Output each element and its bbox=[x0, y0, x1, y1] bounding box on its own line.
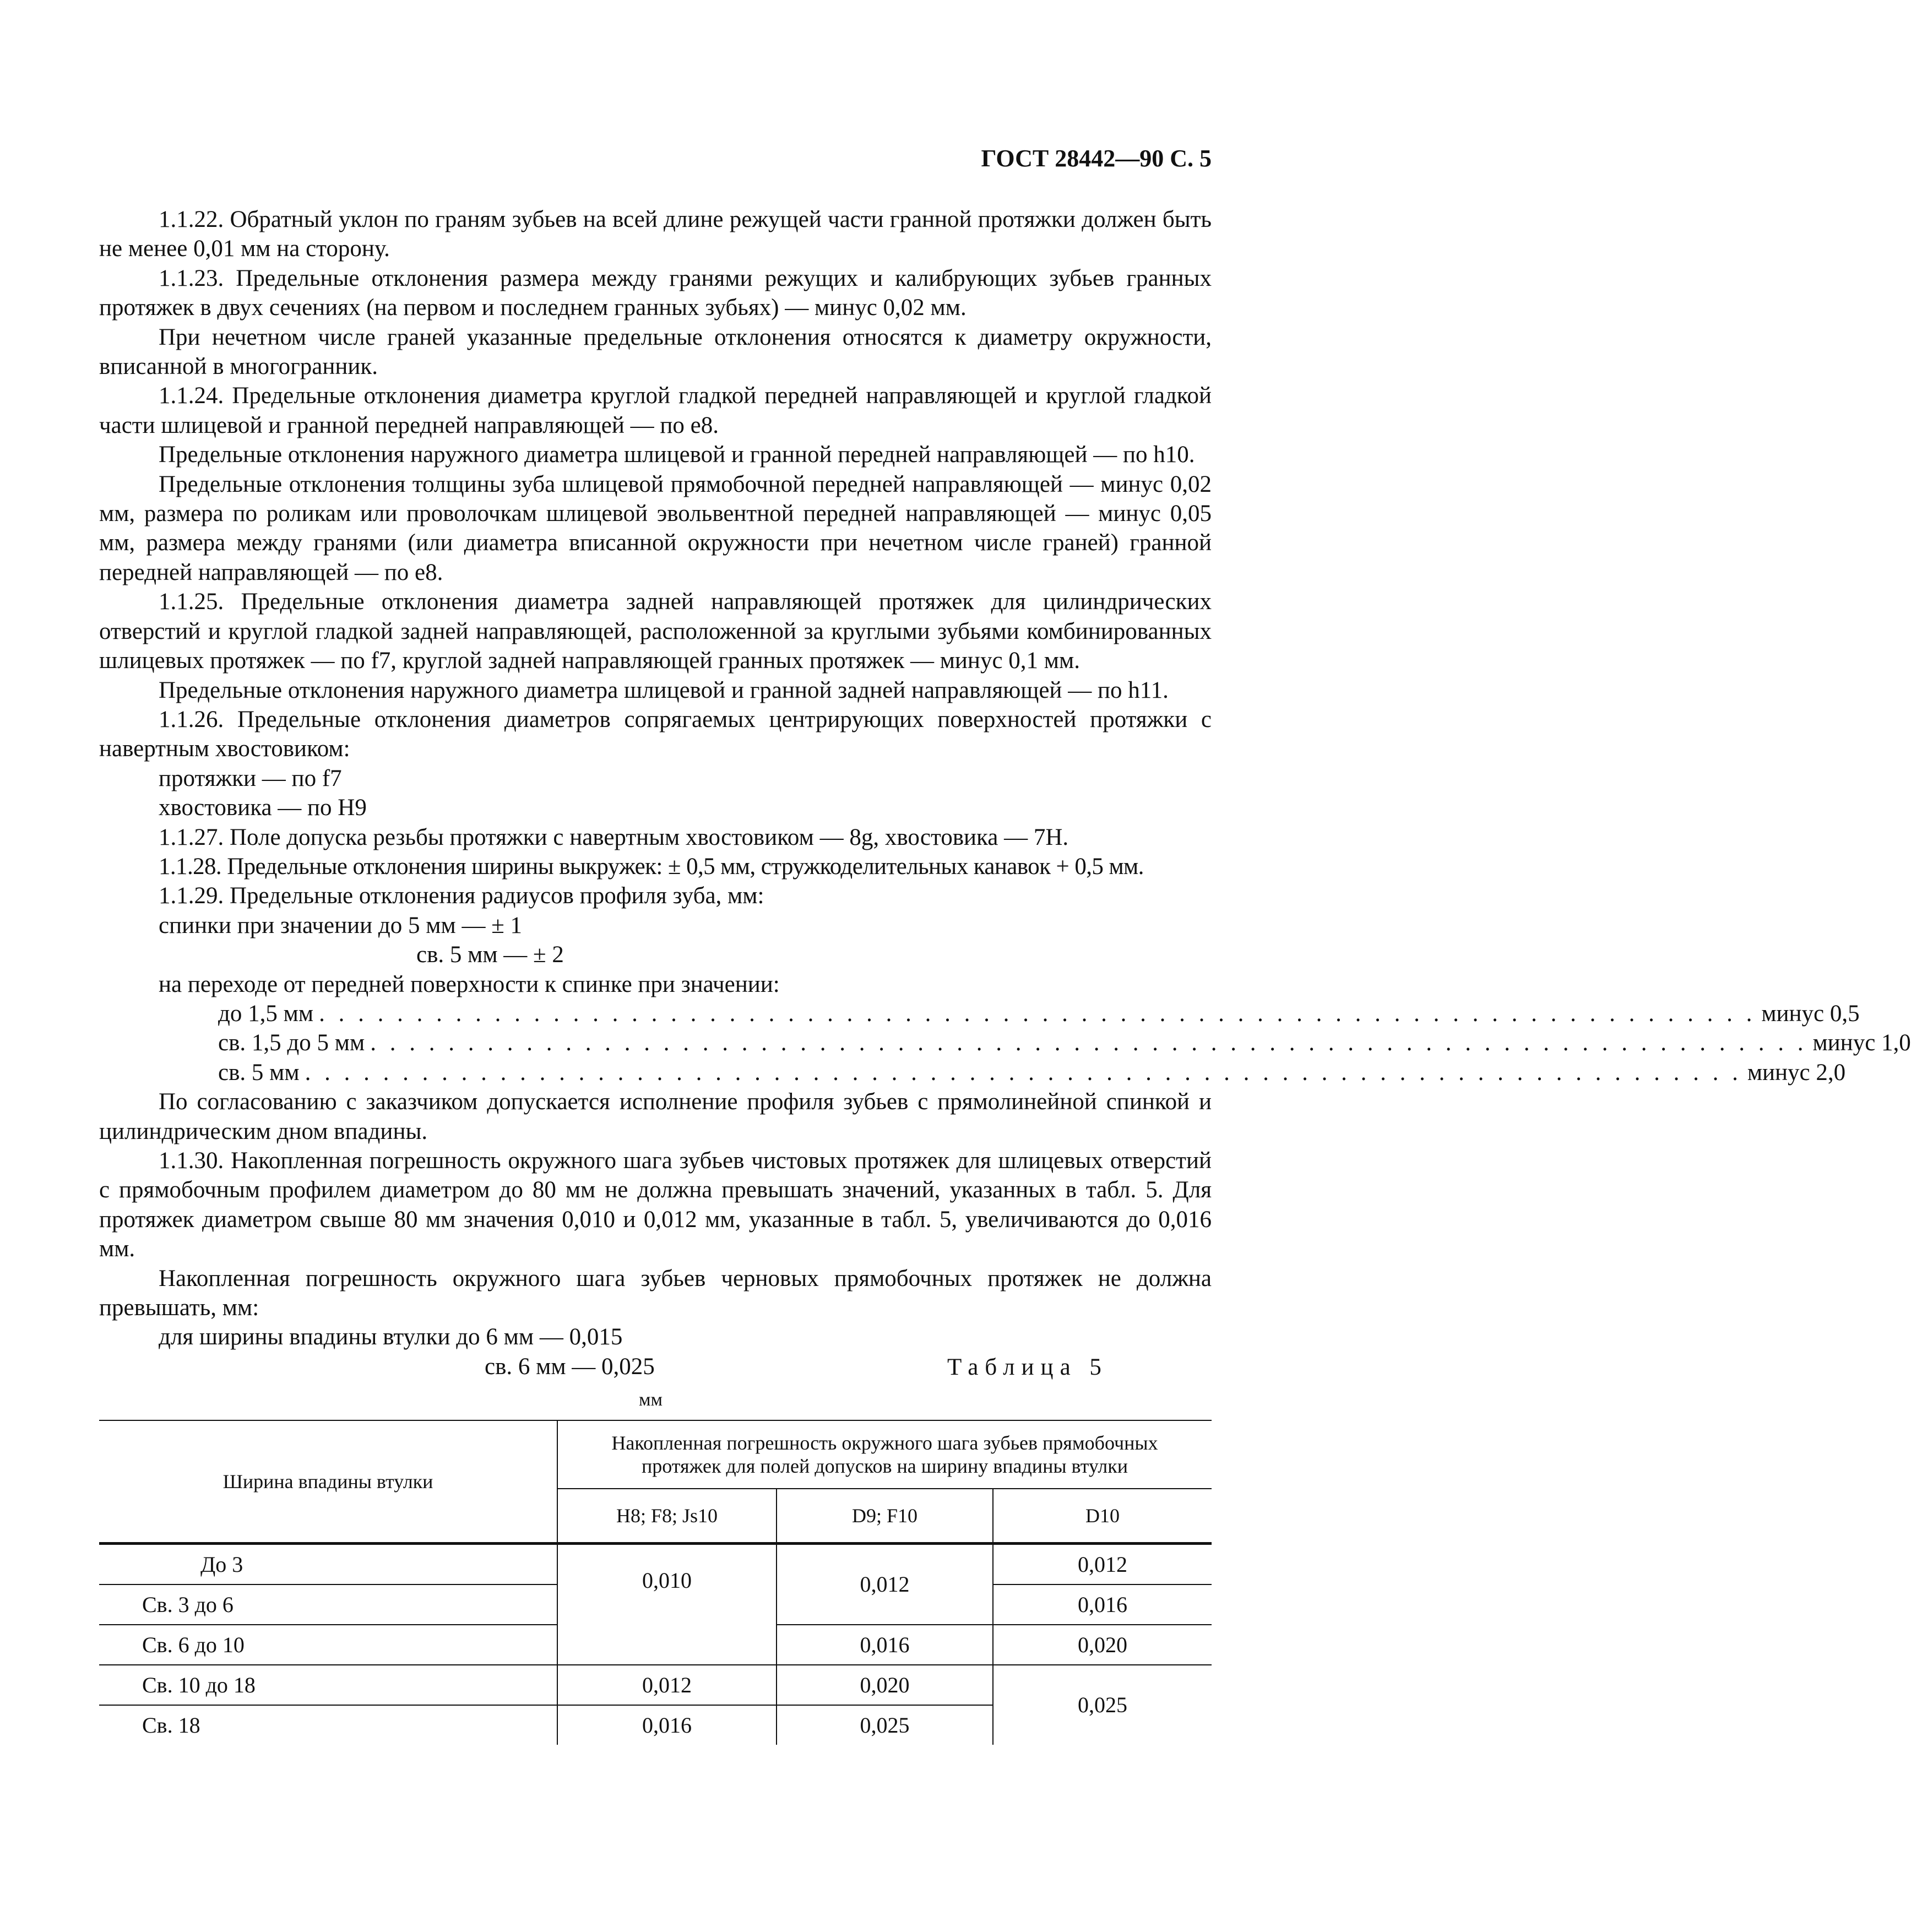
table-row-label: Св. 10 до 18 bbox=[99, 1665, 557, 1705]
tolerance-table bbox=[99, 1420, 1212, 1745]
paragraph: По согласованию с заказчиком допускается исполнение профиля зубьев с прямолинейной спинкой и цилиндрическим дном впадины. bbox=[99, 1089, 1212, 1144]
radius-label: св. 5 мм bbox=[218, 1059, 300, 1086]
table-cell: 0,012 bbox=[993, 1544, 1212, 1585]
radius-row bbox=[99, 1058, 1846, 1087]
paragraph-1-1-29: 1.1.29. Предельные отклонения радиусов профиля зуба, мм: bbox=[159, 883, 764, 909]
paragraph: При нечетном числе граней указанные предельные отклонения относятся к диаметру окружности, вписанной в многогранник. bbox=[99, 324, 1212, 380]
leader-dots: . . . . . . . . . . . . . . . . . . . . . . . . . . . . . . . . . . . . . . . . . . . . . . . . . . . . . . . . . . . . . . . . . . . . . . . . . . bbox=[305, 1059, 1742, 1086]
table-cell: 0,010 bbox=[557, 1544, 777, 1665]
table-label: Таблица 5 bbox=[947, 1354, 1108, 1380]
radius-row bbox=[99, 999, 1860, 1028]
paragraph-1-1-25: 1.1.25. Предельные отклонения диаметра задней направляющей протяжек для цилиндрических отверстий и круглой гладкой задней направляющей, расположенной за круглыми зубьями комбинированных шлицевых протяжек — по f7, круглой задней направляющей гранных протяжек — минус 0,1 мм. bbox=[99, 589, 1212, 674]
table-cell: 0,016 bbox=[557, 1705, 777, 1745]
table-header-col1: Ширина впадины втулки bbox=[99, 1420, 557, 1544]
paragraph: Накопленная погрешность окружного шага зубьев черновых прямобочных протяжек не должна превышать, мм: bbox=[99, 1265, 1212, 1321]
table-subheader: D10 bbox=[993, 1489, 1212, 1544]
list-item: для ширины впадины втулки до 6 мм — 0,015 bbox=[159, 1324, 623, 1350]
radius-label: св. 1,5 до 5 мм bbox=[218, 1030, 365, 1056]
table-header-group: Накопленная погрешность окружного шага зубьев прямобочных протяжек для полей допусков на ширину впадины втулки bbox=[557, 1420, 1212, 1489]
table-unit: мм bbox=[639, 1390, 663, 1410]
table-cell: 0,012 bbox=[557, 1665, 777, 1705]
table-subheader: H8; F8; Js10 bbox=[557, 1489, 777, 1544]
table-cell: 0,025 bbox=[777, 1705, 993, 1745]
table-subheader: D9; F10 bbox=[777, 1489, 993, 1544]
list-item: на переходе от передней поверхности к спинке при значении: bbox=[159, 971, 780, 997]
page-header: ГОСТ 28442—90 С. 5 bbox=[981, 145, 1212, 172]
table-cell: 0,020 bbox=[993, 1625, 1212, 1665]
paragraph: Предельные отклонения толщины зуба шлицевой прямобочной передней направляющей — минус 0,02 мм, размера по роликам или проволочкам шлицевой эвольвентной передней направляющей — минус 0,05 мм, размера между гранями (или диаметра вписанной окружности при нечетном числе граней) гранной передней направляющей — по е8. bbox=[99, 471, 1212, 585]
paragraph-1-1-24: 1.1.24. Предельные отклонения диаметра круглой гладкой передней направляющей и круглой гладкой части шлицевой и гранной передней направляющей — по е8. bbox=[99, 383, 1212, 438]
table-row bbox=[99, 1544, 1212, 1585]
radius-value: минус 1,0 bbox=[1812, 1030, 1911, 1056]
radius-label: до 1,5 мм bbox=[218, 1000, 314, 1027]
list-item: протяжки — по f7 bbox=[159, 765, 342, 791]
paragraph: Предельные отклонения наружного диаметра шлицевой и гранной задней направляющей — по h11. bbox=[159, 677, 1169, 703]
paragraph-1-1-22: 1.1.22. Обратный уклон по граням зубьев на всей длине режущей части гранной протяжки должен быть не менее 0,01 мм на сторону. bbox=[99, 207, 1212, 262]
radius-value: минус 2,0 bbox=[1747, 1059, 1846, 1086]
list-item: св. 5 мм — ± 2 bbox=[416, 942, 564, 968]
radius-row bbox=[99, 1028, 1911, 1057]
paragraph-1-1-27: 1.1.27. Поле допуска резьбы протяжки с навертным хвостовиком — 8g, хвостовика — 7Н. bbox=[159, 824, 1069, 850]
radius-value: минус 0,5 bbox=[1761, 1000, 1860, 1027]
table-cell: 0,012 bbox=[777, 1544, 993, 1625]
table-cell: 0,016 bbox=[993, 1584, 1212, 1625]
table-cell: 0,020 bbox=[777, 1665, 993, 1705]
paragraph-1-1-28: 1.1.28. Предельные отклонения ширины выкружек: ± 0,5 мм, стружкоделительных канавок + 0,5 мм. bbox=[159, 853, 1144, 880]
leader-dots: . . . . . . . . . . . . . . . . . . . . . . . . . . . . . . . . . . . . . . . . . . . . . . . . . . . . . . . . . . . . . . . . . . . . . . . . . . bbox=[319, 1000, 1756, 1027]
table-cell: 0,016 bbox=[777, 1625, 993, 1665]
paragraph-1-1-26: 1.1.26. Предельные отклонения диаметров сопрягаемых центрирующих поверхностей протяжки с навертным хвостовиком: bbox=[99, 706, 1212, 762]
list-item: спинки при значении до 5 мм — ± 1 bbox=[159, 912, 523, 938]
table-row-label: До 3 bbox=[200, 1551, 243, 1577]
document-text bbox=[99, 205, 1911, 1381]
paragraph-1-1-30: 1.1.30. Накопленная погрешность окружного шага зубьев чистовых протяжек для шлицевых отверстий с прямобочным профилем диаметром до 80 мм не должна превышать значений, указанных в табл. 5. Для протяжек диаметром свыше 80 мм значения 0,010 и 0,012 мм, указанные в табл. 5, увеличиваются до 0,016 мм. bbox=[99, 1148, 1212, 1262]
table-row-label: Св. 18 bbox=[99, 1705, 557, 1745]
table-row bbox=[99, 1665, 1212, 1705]
leader-dots: . . . . . . . . . . . . . . . . . . . . . . . . . . . . . . . . . . . . . . . . . . . . . . . . . . . . . . . . . . . . . . . . . . . . . . . . . . bbox=[370, 1030, 1807, 1056]
paragraph: Предельные отклонения наружного диаметра шлицевой и гранной передней направляющей — по h10. bbox=[159, 442, 1195, 468]
table-row-label: Св. 6 до 10 bbox=[99, 1625, 557, 1665]
paragraph-1-1-23: 1.1.23. Предельные отклонения размера между гранями режущих и калибрующих зубьев гранных протяжек в двух сечениях (на первом и последнем гранных зубьях) — минус 0,02 мм. bbox=[99, 265, 1212, 321]
list-item: св. 6 мм — 0,025 bbox=[485, 1353, 655, 1380]
table-cell: 0,025 bbox=[993, 1665, 1212, 1745]
list-item: хвостовика — по Н9 bbox=[159, 795, 367, 821]
table-row-label: Св. 3 до 6 bbox=[99, 1584, 557, 1625]
